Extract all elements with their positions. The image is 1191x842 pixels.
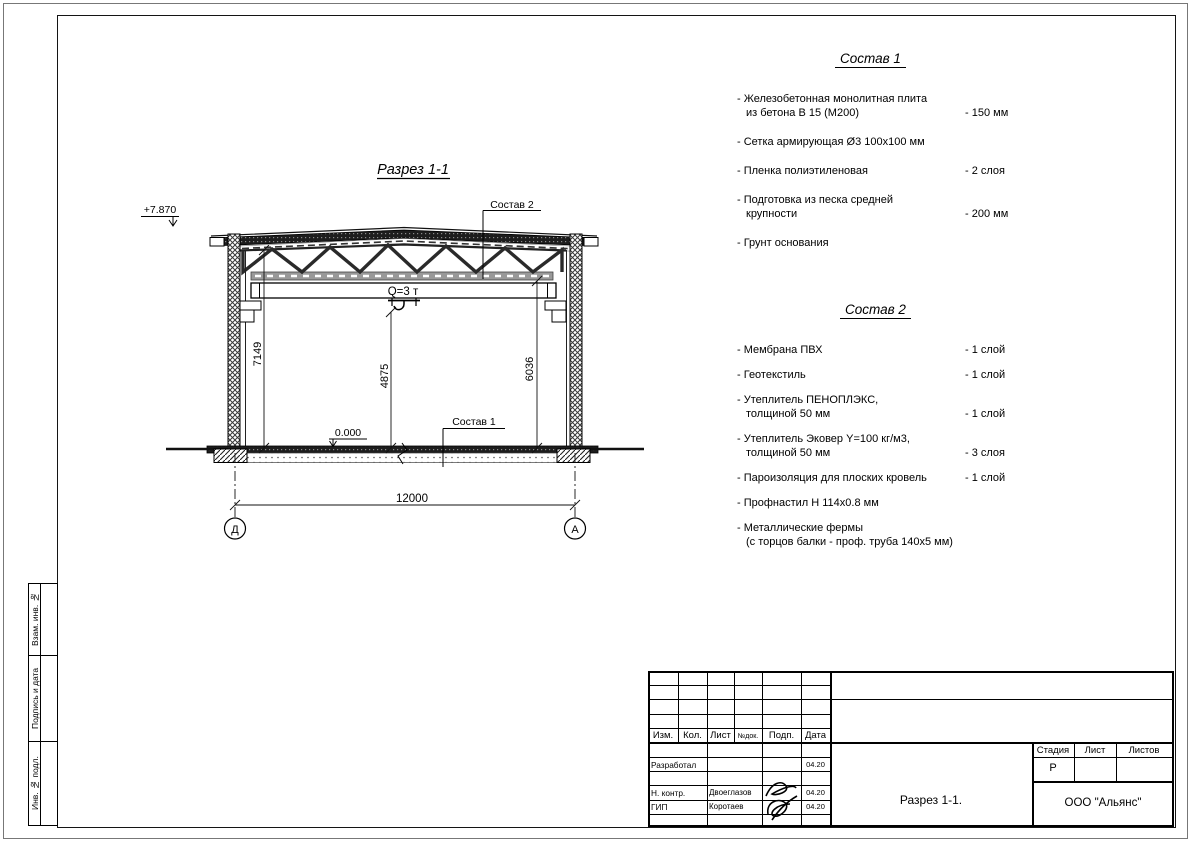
material-list-1-title: Состав 1 [835, 52, 906, 68]
title-block [648, 671, 1174, 827]
side-label-vzam: Взам. инв. № [30, 592, 40, 647]
tb-col-ndok: №док. [737, 733, 759, 740]
axis-label-left: Д [231, 524, 239, 536]
callout-roof-label: Состав 2 [490, 199, 534, 211]
item-text: - Железобетонная монолитная плита [737, 93, 928, 105]
item-value: - 200 мм [965, 208, 1009, 220]
roof-truss [240, 245, 566, 281]
tb-role-ncontrol: Н. контр. [651, 788, 686, 798]
item-text: крупности [746, 208, 798, 220]
item-text: - Металлические фермы [737, 522, 864, 534]
item-text: - Пароизоляция для плоских кровель [737, 472, 927, 484]
tb-name-gip: Коротаев [709, 802, 744, 811]
item-text: (с торцов балки - проф. труба 140х5 мм) [746, 536, 953, 548]
floor-slab [166, 443, 644, 464]
side-label-inv: Инв. № подл. [30, 756, 40, 811]
material-list-1 [737, 52, 1057, 250]
list-item [737, 393, 1057, 421]
tb-date-developer: 04.20 [806, 760, 825, 769]
tb-sheets-label: Листов [1128, 745, 1160, 756]
signature-scribble [762, 774, 801, 824]
roof-assembly [210, 228, 598, 252]
item-value: - 2 слоя [965, 165, 1006, 177]
tb-doc-title: Разрез 1-1. [899, 793, 963, 807]
item-text: - Сетка армирующая Ø3 100х100 мм [737, 136, 925, 148]
list-item [737, 193, 1057, 221]
list-item [737, 236, 1057, 250]
side-attribute-boxes [28, 583, 58, 826]
list-item [737, 368, 1057, 382]
tb-stage-label: Стадия [1036, 745, 1070, 756]
list-item [737, 343, 1057, 357]
side-box-podpis [28, 655, 58, 742]
tb-role-gip: ГИП [651, 802, 668, 812]
item-text: - Подготовка из песка средней [737, 194, 893, 206]
item-text: - Профнастил Н 114х0.8 мм [737, 497, 879, 509]
item-value: - 1 слой [965, 369, 1006, 381]
item-text: - Пленка полиэтиленовая [737, 165, 868, 177]
tb-col-kol: Кол. [683, 730, 702, 741]
tb-stage-value: Р [1049, 762, 1057, 774]
tb-date-gip: 04.20 [806, 802, 825, 811]
item-value: - 3 слоя [965, 447, 1006, 459]
callout-floor-label: Состав 1 [452, 416, 496, 428]
crane-capacity-label: Q=3 т [387, 286, 419, 298]
list-item [737, 471, 1057, 485]
elevation-top-label: +7.870 [143, 204, 177, 216]
list-item [737, 92, 1057, 120]
axis-marks [225, 518, 586, 539]
elevation-floor-label: 0.000 [334, 427, 362, 439]
tb-org-name: ООО "Альянс" [1064, 797, 1142, 809]
item-text: - Геотекстиль [737, 369, 806, 381]
item-value: - 1 слой [965, 408, 1006, 420]
item-value: - 1 слой [965, 344, 1006, 356]
item-text: из бетона В 15 (М200) [746, 107, 859, 119]
list-item [737, 432, 1057, 460]
view-title [377, 162, 450, 179]
item-text: - Грунт основания [737, 237, 829, 249]
tb-col-list: Лист [710, 730, 731, 741]
list-item [737, 135, 1057, 149]
side-box-inv [28, 741, 58, 826]
side-box-vzam [28, 583, 58, 656]
list-item [737, 164, 1057, 178]
tb-name-ncontrol: Двоеглазов [709, 788, 752, 797]
item-text: - Утеплитель ПЕНОПЛЭКС, [737, 394, 879, 406]
tb-sheet-label: Лист [1084, 745, 1106, 756]
dim-12000: 12000 [396, 493, 428, 505]
item-text: - Утеплитель Эковер Y=100 кг/м3, [737, 433, 910, 445]
item-value: - 150 мм [965, 107, 1009, 119]
material-list-2 [737, 303, 1057, 549]
item-text: - Мембрана ПВХ [737, 344, 823, 356]
dim-6036: 6036 [524, 356, 536, 382]
dim-7149: 7149 [252, 341, 264, 367]
tb-col-data: Дата [804, 730, 827, 741]
tb-col-izm: Изм. [652, 730, 674, 741]
dim-4875: 4875 [379, 363, 391, 389]
view-title-text: Разрез 1-1 [377, 162, 449, 178]
list-item [737, 496, 1057, 510]
material-list-2-title: Состав 2 [840, 303, 911, 319]
tb-col-podp: Подп. [768, 730, 795, 741]
axis-label-right: А [571, 524, 579, 536]
item-value: - 1 слой [965, 472, 1006, 484]
tb-date-ncontrol: 04.20 [806, 788, 825, 797]
list-item [737, 521, 1057, 549]
item-text: толщиной 50 мм [746, 408, 831, 420]
tb-role-developer: Разработал [651, 760, 697, 770]
crane-beam [251, 283, 556, 310]
side-label-podpis: Подпись и дата [30, 667, 40, 730]
item-text: толщиной 50 мм [746, 447, 831, 459]
